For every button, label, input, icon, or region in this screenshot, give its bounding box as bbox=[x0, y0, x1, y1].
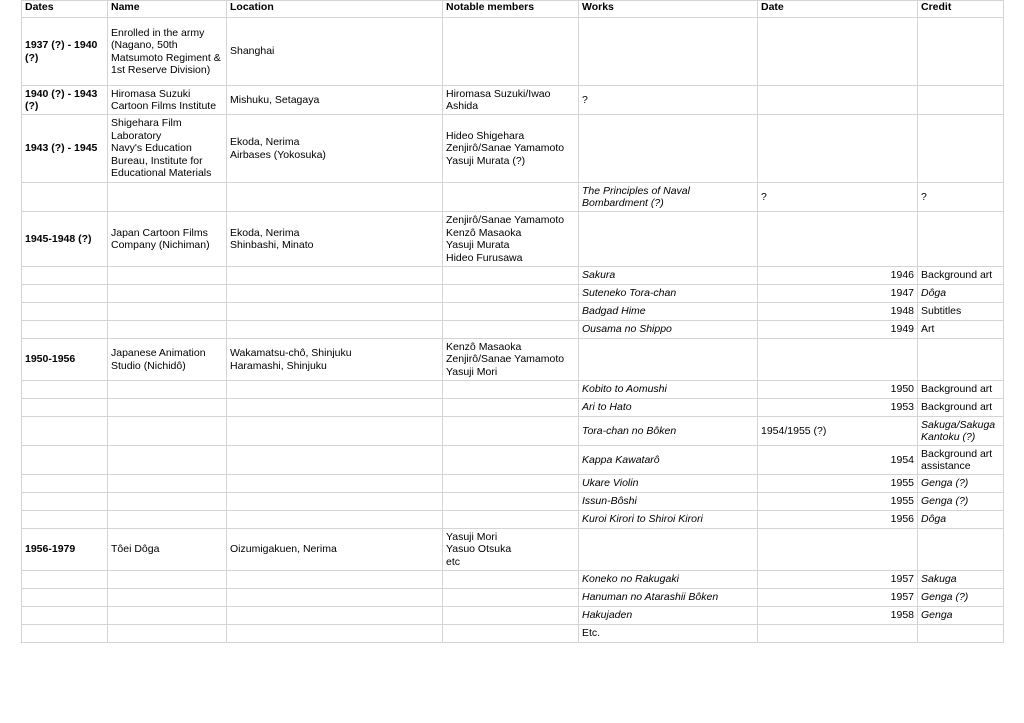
cell-name bbox=[108, 267, 227, 285]
cell-date bbox=[758, 212, 918, 267]
cell-credit: Background art bbox=[918, 399, 1004, 417]
cell-location: Wakamatsu-chô, Shinjuku Haramashi, Shinjuku bbox=[227, 339, 443, 381]
cell-work: Sakura bbox=[579, 267, 758, 285]
cell-name: Japan Cartoon Films Company (Nichiman) bbox=[108, 212, 227, 267]
cell-name bbox=[108, 183, 227, 212]
cell-work: Ari to Hato bbox=[579, 399, 758, 417]
cell-dates: 1950-1956 bbox=[22, 339, 108, 381]
column-header-dates: Dates bbox=[22, 1, 108, 18]
cell-date: 1948 bbox=[758, 303, 918, 321]
cell-credit: Sakuga/Sakuga Kantoku (?) bbox=[918, 417, 1004, 446]
cell-members bbox=[443, 571, 579, 589]
cell-members: Kenzô Masaoka Zenjirô/Sanae Yamamoto Yasuji Mori bbox=[443, 339, 579, 381]
cell-work: Issun-Bôshi bbox=[579, 493, 758, 511]
cell-dates bbox=[22, 625, 108, 643]
cell-location bbox=[227, 321, 443, 339]
cell-members bbox=[443, 321, 579, 339]
cell-work: ? bbox=[579, 86, 758, 115]
cell-dates bbox=[22, 183, 108, 212]
table-row bbox=[22, 446, 1004, 475]
cell-members bbox=[443, 267, 579, 285]
cell-members bbox=[443, 446, 579, 475]
cell-date bbox=[758, 86, 918, 115]
cell-credit: ? bbox=[918, 183, 1004, 212]
cell-location bbox=[227, 381, 443, 399]
cell-credit bbox=[918, 212, 1004, 267]
cell-members bbox=[443, 493, 579, 511]
cell-members: Hideo Shigehara Zenjirô/Sanae Yamamoto Yasuji Murata (?) bbox=[443, 115, 579, 183]
cell-name bbox=[108, 417, 227, 446]
cell-date: 1955 bbox=[758, 493, 918, 511]
cell-work: Kobito to Aomushi bbox=[579, 381, 758, 399]
cell-members: Yasuji Mori Yasuo Otsuka etc bbox=[443, 529, 579, 571]
cell-credit bbox=[918, 625, 1004, 643]
cell-dates: 1943 (?) - 1945 bbox=[22, 115, 108, 183]
cell-dates bbox=[22, 285, 108, 303]
cell-work: Suteneko Tora-chan bbox=[579, 285, 758, 303]
cell-credit: Sakuga bbox=[918, 571, 1004, 589]
cell-dates bbox=[22, 321, 108, 339]
table-row bbox=[22, 183, 1004, 212]
cell-location: Ekoda, Nerima Shinbashi, Minato bbox=[227, 212, 443, 267]
table-row bbox=[22, 511, 1004, 529]
table-row bbox=[22, 18, 1004, 86]
cell-date: 1950 bbox=[758, 381, 918, 399]
cell-name bbox=[108, 399, 227, 417]
table-row bbox=[22, 267, 1004, 285]
header-row bbox=[22, 1, 1004, 18]
cell-credit bbox=[918, 529, 1004, 571]
cell-work bbox=[579, 212, 758, 267]
cell-work: The Principles of Naval Bombardment (?) bbox=[579, 183, 758, 212]
cell-date bbox=[758, 625, 918, 643]
cell-name bbox=[108, 589, 227, 607]
cell-date bbox=[758, 529, 918, 571]
cell-members bbox=[443, 285, 579, 303]
cell-work: Badgad Hime bbox=[579, 303, 758, 321]
cell-location bbox=[227, 285, 443, 303]
cell-credit: Genga (?) bbox=[918, 493, 1004, 511]
cell-dates bbox=[22, 267, 108, 285]
cell-name: Shigehara Film Laboratory Navy's Education Bureau, Institute for Educational Materials bbox=[108, 115, 227, 183]
column-header-location: Location bbox=[227, 1, 443, 18]
cell-members bbox=[443, 399, 579, 417]
cell-name bbox=[108, 446, 227, 475]
cell-name bbox=[108, 493, 227, 511]
cell-location: Oizumigakuen, Nerima bbox=[227, 529, 443, 571]
cell-date bbox=[758, 339, 918, 381]
cell-name: Enrolled in the army (Nagano, 50th Matsumoto Regiment & 1st Reserve Division) bbox=[108, 18, 227, 86]
cell-credit: Dôga bbox=[918, 511, 1004, 529]
cell-dates bbox=[22, 511, 108, 529]
cell-name bbox=[108, 475, 227, 493]
cell-dates bbox=[22, 475, 108, 493]
cell-members: Zenjirô/Sanae Yamamoto Kenzô Masaoka Yasuji Murata Hideo Furusawa bbox=[443, 212, 579, 267]
cell-work: Ousama no Shippo bbox=[579, 321, 758, 339]
cell-credit bbox=[918, 86, 1004, 115]
cell-work: Tora-chan no Bôken bbox=[579, 417, 758, 446]
cell-dates bbox=[22, 493, 108, 511]
cell-dates bbox=[22, 399, 108, 417]
cell-dates bbox=[22, 303, 108, 321]
cell-dates: 1937 (?) - 1940 (?) bbox=[22, 18, 108, 86]
career-table bbox=[21, 0, 1004, 643]
cell-name: Japanese Animation Studio (Nichidô) bbox=[108, 339, 227, 381]
cell-name bbox=[108, 381, 227, 399]
cell-members bbox=[443, 417, 579, 446]
cell-dates: 1945-1948 (?) bbox=[22, 212, 108, 267]
cell-members bbox=[443, 18, 579, 86]
cell-date: 1955 bbox=[758, 475, 918, 493]
cell-name bbox=[108, 607, 227, 625]
cell-work: Kappa Kawatarô bbox=[579, 446, 758, 475]
table-row bbox=[22, 475, 1004, 493]
table-row bbox=[22, 303, 1004, 321]
cell-name bbox=[108, 571, 227, 589]
cell-name bbox=[108, 625, 227, 643]
cell-date: 1958 bbox=[758, 607, 918, 625]
column-header-members: Notable members bbox=[443, 1, 579, 18]
cell-location bbox=[227, 475, 443, 493]
cell-date: 1949 bbox=[758, 321, 918, 339]
cell-location bbox=[227, 511, 443, 529]
cell-date bbox=[758, 18, 918, 86]
cell-credit bbox=[918, 18, 1004, 86]
table-row bbox=[22, 589, 1004, 607]
column-header-credit: Credit bbox=[918, 1, 1004, 18]
cell-credit: Art bbox=[918, 321, 1004, 339]
cell-members bbox=[443, 511, 579, 529]
cell-work: Kuroi Kirori to Shiroi Kirori bbox=[579, 511, 758, 529]
cell-members bbox=[443, 183, 579, 212]
cell-credit: Subtitles bbox=[918, 303, 1004, 321]
table-row bbox=[22, 493, 1004, 511]
column-header-name: Name bbox=[108, 1, 227, 18]
table-row bbox=[22, 86, 1004, 115]
cell-location bbox=[227, 607, 443, 625]
cell-location bbox=[227, 417, 443, 446]
cell-location bbox=[227, 625, 443, 643]
cell-work: Hanuman no Atarashii Bôken bbox=[579, 589, 758, 607]
column-header-date: Date bbox=[758, 1, 918, 18]
cell-date: 1946 bbox=[758, 267, 918, 285]
cell-location bbox=[227, 303, 443, 321]
table-row bbox=[22, 625, 1004, 643]
cell-members bbox=[443, 607, 579, 625]
cell-work bbox=[579, 115, 758, 183]
table-row bbox=[22, 212, 1004, 267]
table-row bbox=[22, 607, 1004, 625]
cell-location bbox=[227, 446, 443, 475]
cell-date: 1957 bbox=[758, 589, 918, 607]
cell-name bbox=[108, 321, 227, 339]
cell-date: 1954 bbox=[758, 446, 918, 475]
cell-credit: Background art bbox=[918, 267, 1004, 285]
cell-work bbox=[579, 339, 758, 381]
table-row bbox=[22, 417, 1004, 446]
cell-name: Tôei Dôga bbox=[108, 529, 227, 571]
cell-credit: Genga (?) bbox=[918, 589, 1004, 607]
cell-name bbox=[108, 303, 227, 321]
cell-date: 1954/1955 (?) bbox=[758, 417, 918, 446]
cell-credit bbox=[918, 339, 1004, 381]
cell-location bbox=[227, 183, 443, 212]
table-row bbox=[22, 321, 1004, 339]
table-body bbox=[22, 18, 1004, 643]
table-row bbox=[22, 115, 1004, 183]
table-row bbox=[22, 381, 1004, 399]
cell-location bbox=[227, 589, 443, 607]
cell-work bbox=[579, 529, 758, 571]
table-row bbox=[22, 285, 1004, 303]
table-row bbox=[22, 399, 1004, 417]
cell-name bbox=[108, 511, 227, 529]
cell-date: 1957 bbox=[758, 571, 918, 589]
cell-dates bbox=[22, 417, 108, 446]
cell-credit: Background art assistance bbox=[918, 446, 1004, 475]
table-row bbox=[22, 529, 1004, 571]
cell-members bbox=[443, 475, 579, 493]
cell-members: Hiromasa Suzuki/Iwao Ashida bbox=[443, 86, 579, 115]
cell-credit bbox=[918, 115, 1004, 183]
cell-members bbox=[443, 381, 579, 399]
cell-location: Ekoda, Nerima Airbases (Yokosuka) bbox=[227, 115, 443, 183]
cell-name bbox=[108, 285, 227, 303]
cell-credit: Genga (?) bbox=[918, 475, 1004, 493]
cell-location bbox=[227, 399, 443, 417]
cell-location: Shanghai bbox=[227, 18, 443, 86]
cell-credit: Background art bbox=[918, 381, 1004, 399]
cell-dates bbox=[22, 607, 108, 625]
cell-work bbox=[579, 18, 758, 86]
cell-dates bbox=[22, 571, 108, 589]
cell-date: 1956 bbox=[758, 511, 918, 529]
cell-credit: Genga bbox=[918, 607, 1004, 625]
cell-date bbox=[758, 115, 918, 183]
cell-work: Hakujaden bbox=[579, 607, 758, 625]
cell-work: Ukare Violin bbox=[579, 475, 758, 493]
cell-dates bbox=[22, 446, 108, 475]
cell-members bbox=[443, 303, 579, 321]
cell-dates: 1940 (?) - 1943 (?) bbox=[22, 86, 108, 115]
cell-dates bbox=[22, 589, 108, 607]
cell-location bbox=[227, 267, 443, 285]
cell-location bbox=[227, 493, 443, 511]
cell-work: Koneko no Rakugaki bbox=[579, 571, 758, 589]
column-header-works: Works bbox=[579, 1, 758, 18]
cell-name: Hiromasa Suzuki Cartoon Films Institute bbox=[108, 86, 227, 115]
cell-members bbox=[443, 589, 579, 607]
cell-location: Mishuku, Setagaya bbox=[227, 86, 443, 115]
cell-work: Etc. bbox=[579, 625, 758, 643]
cell-date: 1947 bbox=[758, 285, 918, 303]
cell-members bbox=[443, 625, 579, 643]
table-row bbox=[22, 571, 1004, 589]
cell-date: 1953 bbox=[758, 399, 918, 417]
cell-dates: 1956-1979 bbox=[22, 529, 108, 571]
cell-location bbox=[227, 571, 443, 589]
cell-dates bbox=[22, 381, 108, 399]
cell-date: ? bbox=[758, 183, 918, 212]
cell-credit: Dôga bbox=[918, 285, 1004, 303]
table-row bbox=[22, 339, 1004, 381]
